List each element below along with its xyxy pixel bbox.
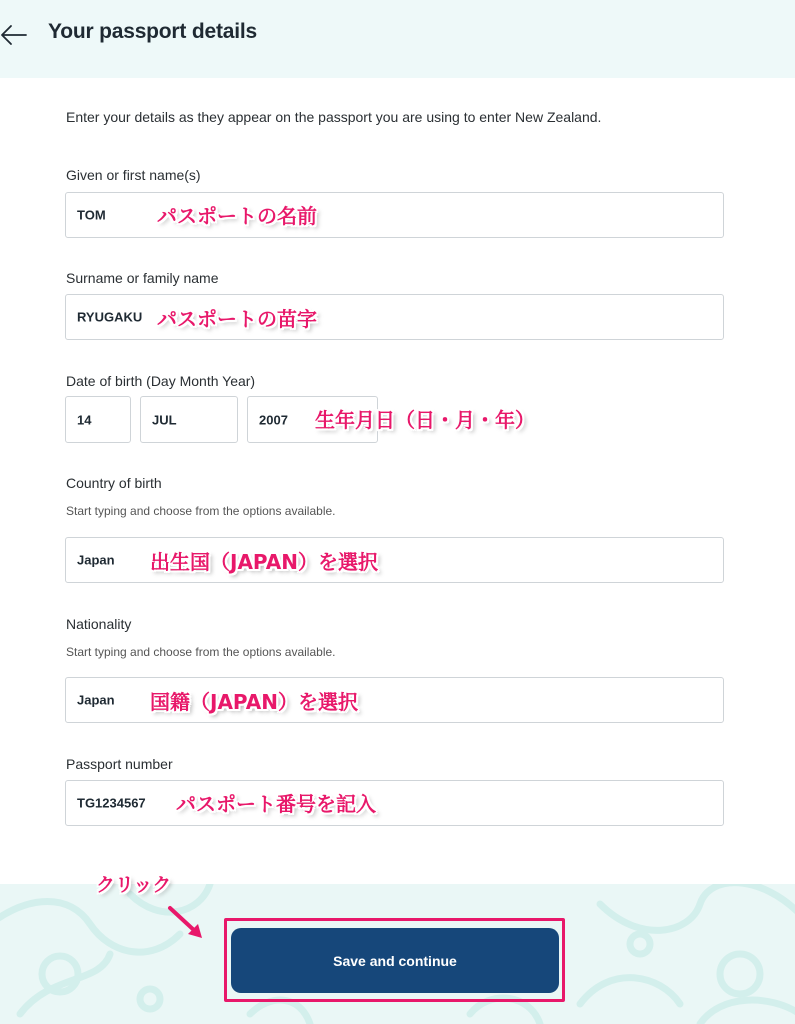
page-header: [0, 0, 795, 78]
dob-year-value: 2007: [259, 412, 288, 427]
country-of-birth-value: Japan: [77, 552, 115, 568]
dob-day-value: 14: [77, 412, 92, 427]
click-annotation: クリック: [96, 874, 172, 896]
passport-number-input[interactable]: [65, 780, 724, 826]
surname-value: RYUGAKU: [77, 309, 143, 325]
intro-text: Enter your details as they appear on the passport you are using to enter New Zealand.: [66, 109, 602, 125]
save-and-continue-button[interactable]: Save and continue: [231, 928, 559, 993]
nationality-annotation: 国籍（JAPAN）を選択: [150, 690, 358, 714]
passport-number-value: TG1234567: [77, 795, 146, 811]
surname-label: Surname or family name: [66, 270, 219, 286]
given-name-label: Given or first name(s): [66, 167, 201, 183]
dob-label: Date of birth (Day Month Year): [66, 373, 256, 389]
dob-day-input[interactable]: [65, 396, 131, 443]
page-title: Your passport details: [48, 20, 257, 43]
passport-number-label: Passport number: [66, 756, 173, 772]
nationality-value: Japan: [77, 692, 115, 708]
passport-number-annotation: パスポート番号を記入: [176, 792, 376, 816]
dob-month-input[interactable]: [140, 396, 238, 443]
dob-month-value: JUL: [152, 412, 177, 427]
country-of-birth-hint: Start typing and choose from the options available.: [66, 504, 336, 518]
nationality-hint: Start typing and choose from the options available.: [66, 645, 336, 659]
dob-annotation: 生年月日（日・月・年）: [315, 408, 535, 432]
nationality-label: Nationality: [66, 616, 132, 632]
country-of-birth-annotation: 出生国（JAPAN）を選択: [150, 550, 378, 574]
back-arrow-icon[interactable]: [0, 22, 28, 48]
given-name-value: TOM: [77, 207, 106, 223]
country-of-birth-label: Country of birth: [66, 475, 162, 491]
given-name-annotation: パスポートの名前: [157, 204, 317, 228]
pointer-arrow-icon: [166, 904, 206, 940]
surname-annotation: パスポートの苗字: [157, 307, 317, 331]
